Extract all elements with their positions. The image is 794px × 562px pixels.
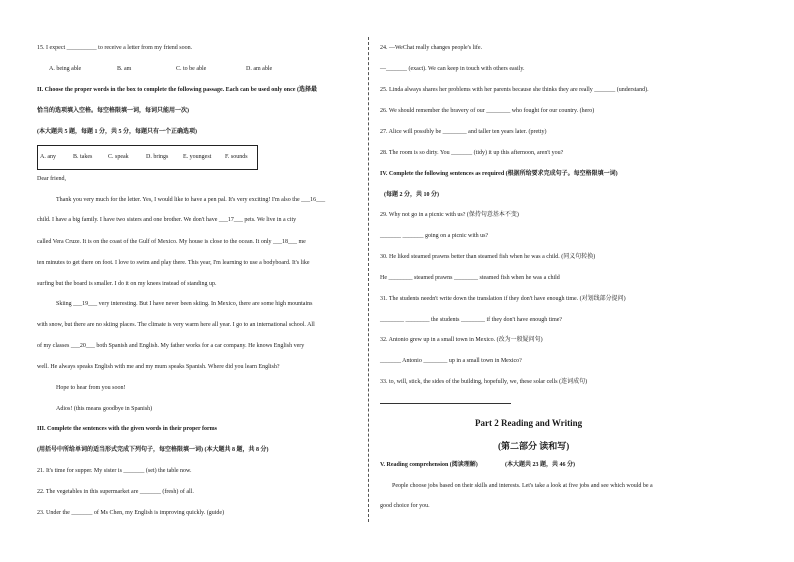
- question-32-answer: _______ Antonio ________ up in a small town in Mexico?: [380, 358, 522, 364]
- column-divider: [368, 37, 369, 522]
- question-21: 21. It's time for supper. My sister is _______ (set) the table now.: [37, 468, 192, 474]
- question-23: 23. Under the _______ of Ms Chen, my English is improving quickly. (guide): [37, 510, 225, 516]
- question-29: 29. Why not go in a picnic with us? (保持句意基本不变): [380, 212, 519, 218]
- passage-line-8: of my classes ___20___ both Spanish and English. My father works for a car company. He knows English very: [37, 343, 305, 349]
- section-2-title: II. Choose the proper words in the box to complete the following passage. Each can be used only once (选择最: [37, 87, 317, 93]
- question-31-answer: ________ ________ the students ________ if they don't have enough time?: [380, 317, 563, 323]
- reading-intro-2: good choice for you.: [380, 503, 430, 509]
- section-5-title: V. Reading comprehension (阅读理解): [380, 462, 478, 468]
- word-f: F. sounds: [225, 154, 248, 160]
- section-3-note: (用括号中所给单词的适当形式完成下列句子，每空格限填一词) (本大题共 8 题，共 8 分): [37, 447, 269, 453]
- word-d: D. brings: [146, 154, 169, 160]
- word-e: E. youngest: [183, 154, 212, 160]
- q15-option-d: D. am able: [246, 66, 273, 72]
- question-27: 27. Alice will possibly be ________ and taller ten years later. (pretty): [380, 129, 547, 135]
- question-24: 24. —WeChat really changes people's life.: [380, 45, 483, 51]
- question-30: 30. He liked steamed prawns better than steamed fish when he was a child. (同义句转换): [380, 254, 596, 260]
- passage-line-7: with snow, but there are no skiing places. The climate is very warm here all year. I go to an international school. All: [37, 322, 315, 328]
- salutation: Dear friend,: [37, 176, 66, 182]
- closing-2: Adios! (this means goodbye in Spanish): [56, 406, 153, 412]
- section-2-score: (本大题共 5 题，每题 1 分，共 5 分，每题只有一个正确选项): [37, 129, 197, 135]
- passage-line-9: well. He always speaks English with me and my mum speaks Spanish. Where did you learn English?: [37, 364, 280, 370]
- section-2-title-cn: 恰当的选项填入空格。每空格限填一词，每词只能用一次): [37, 108, 189, 114]
- passage-line-2: child. I have a big family. I have two sisters and one brother. We don't have ___17___ pets. We live in a city: [37, 217, 297, 223]
- question-32: 32. Antonio grew up in a small town in Mexico. (改为一般疑问句): [380, 337, 543, 343]
- q15-option-c: C. to be able: [176, 66, 207, 72]
- question-26: 26. We should remember the bravery of our ________ who fought for our country. (hero): [380, 108, 595, 114]
- passage-line-4: ten minutes to get there on foot. I love to swim and play there. This year, I'm learning to use a bodyboard. It's like: [37, 260, 310, 266]
- question-28: 28. The room is so dirty. You _______ (tidy) it up this afternoon, aren't you?: [380, 150, 564, 156]
- word-b: B. takes: [73, 154, 93, 160]
- section-4-title: IV. Complete the following sentences as required (根据所给要求完成句子。每空格限填一词): [380, 171, 618, 177]
- passage-line-6: Skiing ___19___ very interesting. But I have never been skiing. In Mexico, there are some high mountains: [56, 301, 313, 307]
- question-22: 22. The vegetables in this supermarket are _______ (fresh) of all.: [37, 489, 194, 495]
- closing-1: Hope to hear from you soon!: [56, 385, 126, 391]
- answer-line: [380, 403, 511, 404]
- reading-intro-1: People choose jobs based on their skills and interests. Let's take a look at five jobs and see which would be a: [392, 483, 653, 489]
- passage-line-3: called Vera Cruze. It is on the coast of the Gulf of Mexico. My house is close to the ocean. It only ___18___ me: [37, 239, 306, 245]
- word-c: C. speak: [108, 154, 129, 160]
- question-31: 31. The students needn't write down the translation if they don't have enough time. (对划线部分提问): [380, 296, 626, 302]
- word-box: [37, 145, 258, 170]
- word-a: A. any: [40, 154, 56, 160]
- passage-line-1: Thank you very much for the letter. Yes, I would like to have a pen pal. It's very exciting! I'm also the ___16___: [56, 197, 326, 203]
- question-29-answer: _______ _______ going on a picnic with us?: [380, 233, 489, 239]
- question-24-response: —_______ (exact). We can keep in touch with others easily.: [380, 66, 525, 72]
- section-5-score: (本大题共 23 题，共 46 分): [505, 462, 575, 468]
- section-4-score: (每题 2 分，共 10 分): [384, 192, 439, 198]
- part-2-heading: Part 2 Reading and Writing: [475, 418, 583, 428]
- question-15: 15. I expect __________ to receive a letter from my friend soon.: [37, 45, 193, 51]
- question-25: 25. Linda always shares her problems with her parents because she thinks they are really _______ (understand).: [380, 87, 649, 93]
- q15-option-b: B. am: [117, 66, 132, 72]
- passage-line-5: surfing but the board is smaller. I do it on my knees instead of standing up.: [37, 281, 217, 287]
- section-3-title: III. Complete the sentences with the given words in their proper forms: [37, 426, 217, 432]
- q15-option-a: A. being able: [49, 66, 82, 72]
- part-2-heading-cn: (第二部分 读和写): [498, 441, 570, 451]
- question-30-answer: He ________ steamed prawns ________ steamed fish when he was a child: [380, 275, 560, 281]
- question-33: 33. to, will, stick, the sides of the building, hopefully, we, these solar cells (连词成句): [380, 379, 588, 385]
